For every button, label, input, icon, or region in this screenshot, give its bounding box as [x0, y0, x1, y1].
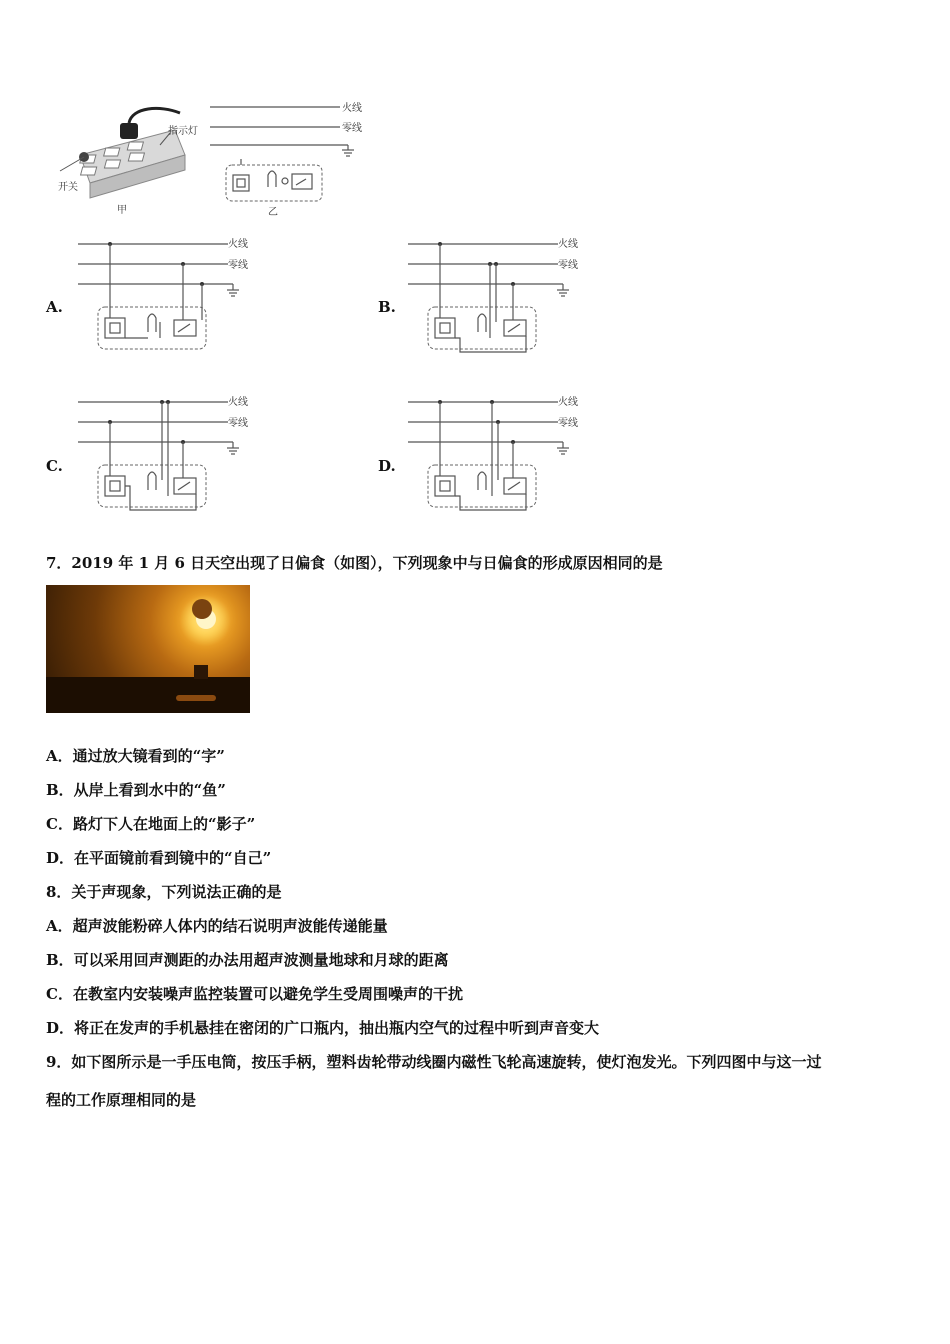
moon-shadow — [192, 599, 212, 619]
neutral-line-label: 零线 — [342, 123, 362, 134]
q8-option-d: D．将正在发声的手机悬挂在密闭的广口瓶内，抽出瓶内空气的过程中听到声音变大 — [46, 1019, 600, 1037]
option-c-neutral: 零线 — [228, 418, 248, 429]
circuit-option-d — [408, 390, 638, 515]
horizon — [46, 677, 250, 713]
option-b-fire: 火线 — [558, 239, 578, 250]
water-glow — [176, 695, 216, 701]
yi-label: 乙 — [268, 207, 278, 218]
option-b-label: B. — [378, 298, 396, 316]
switch-label: 开关 — [58, 182, 78, 193]
q8-option-c: C．在教室内安装噪声监控装置可以避免学生受周围噪声的干扰 — [46, 985, 463, 1003]
option-c-fire: 火线 — [228, 397, 248, 408]
partial-eclipse-photo — [46, 585, 250, 713]
q7-stem: 7．2019 年 1 月 6 日天空出现了日偏食（如图），下列现象中与日偏食的形成原因相同的是 — [46, 554, 663, 572]
option-d-label: D. — [378, 457, 396, 475]
q9-stem-line2: 程的工作原理相同的是 — [46, 1091, 197, 1109]
circuit-option-a — [78, 232, 308, 357]
q7-option-a: A．通过放大镜看到的“字” — [46, 747, 225, 765]
jia-label: 甲 — [117, 205, 127, 216]
option-a-fire: 火线 — [228, 239, 248, 250]
q9-stem-line1: 9．如下图所示是一手压电筒，按压手柄，塑料齿轮带动线圈内磁性飞轮高速旋转，使灯泡发光。下列四图中与这一过 — [46, 1053, 822, 1071]
figure-power-strip — [40, 95, 380, 225]
q8-option-b: B．可以采用回声测距的办法用超声波测量地球和月球的距离 — [46, 951, 449, 969]
q7-option-d: D．在平面镜前看到镜中的“自己” — [46, 849, 272, 867]
q8-option-a: A．超声波能粉碎人体内的结石说明声波能传递能量 — [46, 917, 388, 935]
circuit-option-c — [78, 390, 308, 515]
option-d-neutral: 零线 — [558, 418, 578, 429]
building — [194, 665, 208, 679]
fire-line-label: 火线 — [342, 103, 362, 114]
option-c-label: C. — [46, 457, 63, 475]
circuit-option-b — [408, 232, 638, 357]
option-b-neutral: 零线 — [558, 260, 578, 271]
power-strip-image — [60, 108, 185, 198]
q7-option-b: B．从岸上看到水中的“鱼” — [46, 781, 226, 799]
indicator-label: 指示灯 — [168, 126, 198, 137]
option-a-neutral: 零线 — [228, 260, 248, 271]
q8-stem: 8．关于声现象，下列说法正确的是 — [46, 883, 282, 901]
option-a-label: A. — [46, 298, 63, 316]
option-d-fire: 火线 — [558, 397, 578, 408]
q7-option-c: C．路灯下人在地面上的“影子” — [46, 815, 256, 833]
